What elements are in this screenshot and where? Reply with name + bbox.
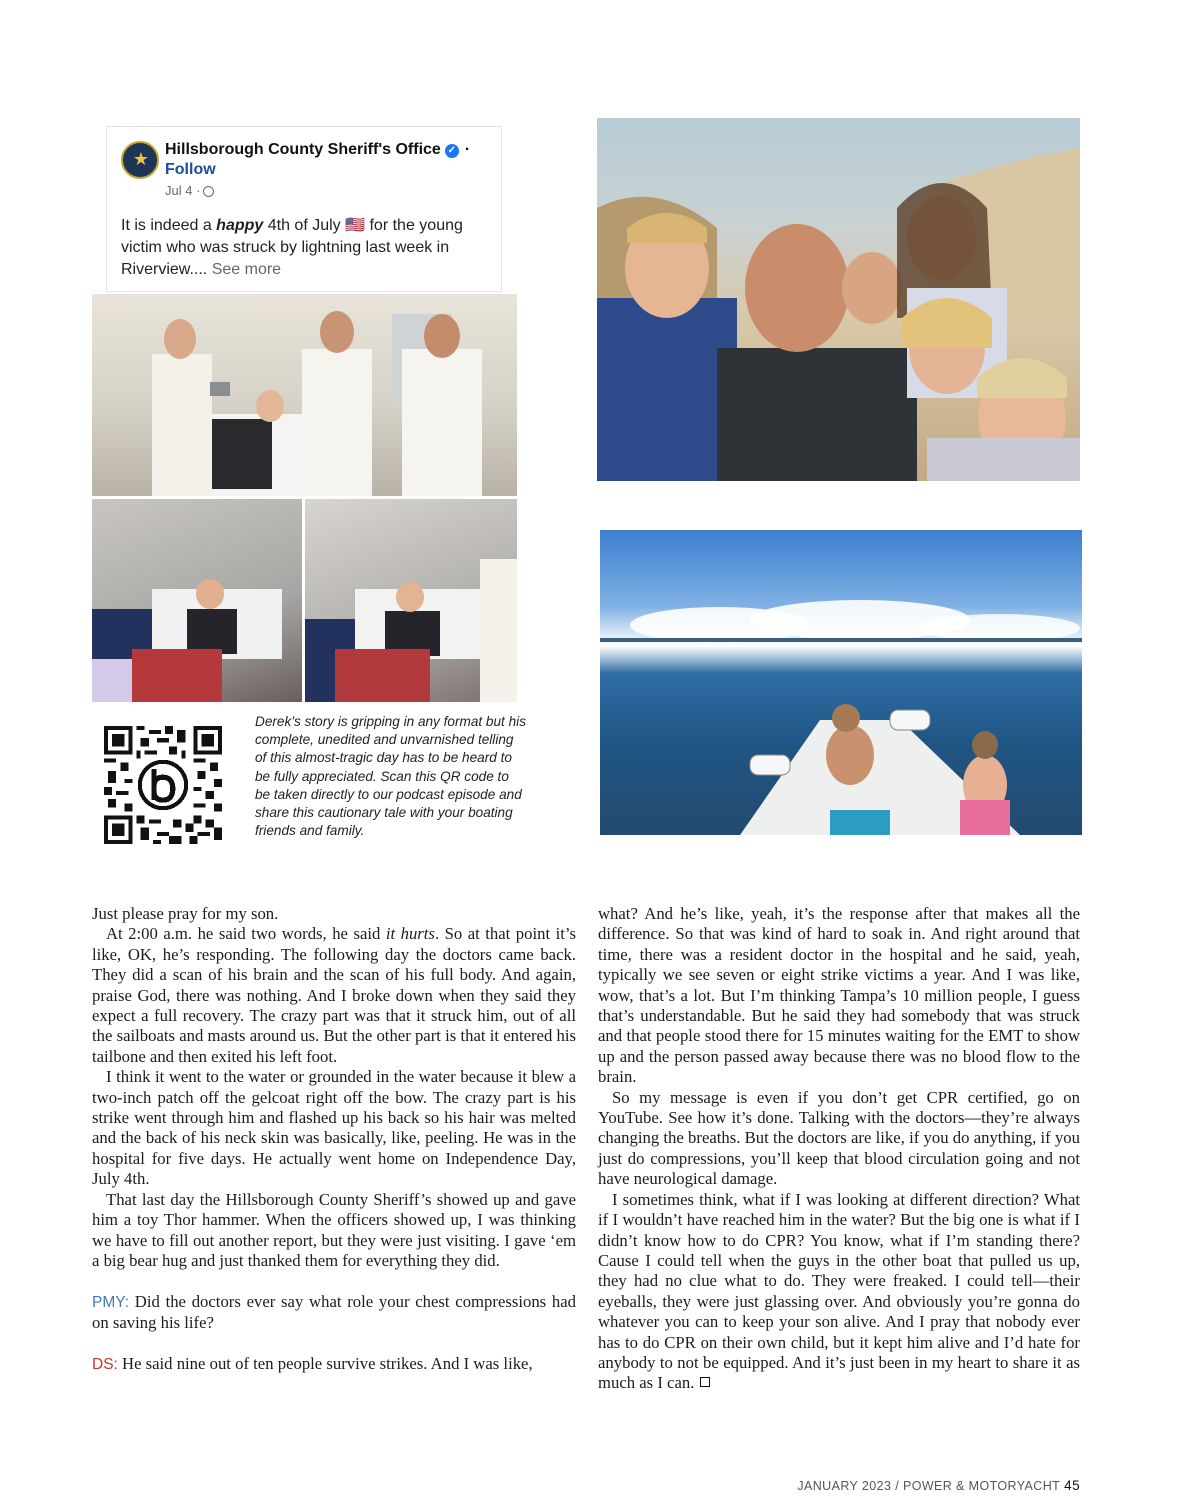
post-text-start: It is indeed a — [121, 217, 217, 234]
post-text — [121, 215, 491, 281]
paragraph-text: I sometimes think, what if I was looking at different direction? What if I wouldn’t have reached him in the water? But the big one is what if I didn’t know how to do CPR? You know, what if I’m standing there? Cause I could tell when the guys in the other boat that pulled us up, they had no clue what to do. They were freaked. I could tell—their eyeballs, they were just glassing over. And obviously you’re gonna do whatever you can to keep your son alive. And I pray that nobody ever has to do CPR on their own child, but it kept him alive and I’d hate for anybody to not be equipped. And it’s just been in my heart to share it as much as I can. — [598, 1189, 1080, 1393]
paragraph — [598, 1190, 1080, 1394]
post-text-end: 4th of July 🇺🇸 for the young victim who was struck by lightning last week in Riverview.... — [121, 217, 463, 278]
paragraph — [92, 924, 576, 1067]
paragraph-text: At 2:00 a.m. he said two words, he said — [106, 924, 386, 944]
paragraph: That last day the Hillsborough County Sheriff’s showed up and gave him a toy Thor hammer. When the officers showed up, I was thinking we have to fill out another report, but they were just visiting. I gave ‘em a big bear hug and just thanked them for everything they did. — [92, 1189, 576, 1270]
end-mark-icon — [700, 1377, 710, 1387]
answer-text: He said nine out of ten people survive strikes. And I was like, — [117, 1353, 533, 1373]
page-number: 45 — [1064, 1478, 1080, 1493]
pmy-question — [92, 1292, 576, 1334]
pmy-label: PMY: — [92, 1293, 130, 1311]
question-text: Did the doctors ever say what role your chest compressions had on saving his life? — [92, 1291, 576, 1333]
article-column-2 — [598, 904, 1080, 1394]
paragraph: Just please pray for my son. — [92, 904, 279, 923]
photo-officers-hospital — [92, 294, 517, 496]
verified-icon: ✓ — [445, 144, 459, 158]
issue-date: JANUARY 2023 — [797, 1479, 892, 1493]
photo-bed-2-illustration — [305, 499, 517, 702]
qr-code-icon — [104, 726, 222, 844]
article-column-1 — [92, 904, 576, 1375]
photo-bed-1-illustration — [92, 499, 302, 702]
photo-officers-illustration — [92, 294, 517, 496]
sheriff-badge-icon: ★ — [121, 141, 159, 179]
facebook-post-card — [106, 126, 502, 292]
podcast-qr-code[interactable] — [104, 726, 222, 844]
paragraph-text: . So at that point it’s like, OK, he’s responding. The following day the doctors came back. They did a scan of his brain and the scan of his full body. And again, praise God, there was nothing. And I broke down when they said they expect a full recovery. The crazy part was that it struck him, out of all the sailboats and masts around us. But the other part is that it entered his tailbone and then exited his left foot. — [92, 924, 577, 1066]
follow-button[interactable]: Follow — [165, 161, 216, 178]
photo-kids-on-boat-bow — [600, 530, 1082, 835]
photo-boy-in-bed-2 — [305, 499, 517, 702]
qr-caption: Derek’s story is gripping in any format but his complete, unedited and unvarnished telling of this almost-tragic day has to be heard to be fully appreciated. Scan this QR code to be taken directly to our podcast episode and share this cautionary tale with your boating friends and family. — [255, 714, 526, 839]
paragraph: what? And he’s like, yeah, it’s the response after that makes all the difference. So that was kind of hard to soak in. And right around that time, there was a resident doctor in the hospital and he said, yeah, typically we see seven or eight strike victims a year. And I was like, wow, that’s a lot. But I’m thinking Tampa’s 10 million people, I guess that’s understandable. But he said they had somebody that was struck and that people stood there for 15 minutes waiting for the EMT to show up and the person passed away because there was no blood flow to the brain. — [598, 904, 1080, 1087]
page-footer — [797, 1478, 1080, 1493]
photo-family-beach-selfie — [597, 118, 1080, 481]
account-name-row — [165, 141, 470, 159]
photo-boy-in-bed-1 — [92, 499, 302, 702]
post-date-row — [165, 183, 214, 198]
account-name[interactable]: Hillsborough County Sheriff's Office — [165, 141, 441, 158]
paragraph: So my message is even if you don’t get CPR certified, go on YouTube. See how it’s done. Talking with the doctors—they’re always changing the breaths. But the doctors are like, if you do anything, if you just do compressions, you’ll keep that blood circulation going and not have neurological damage. — [598, 1087, 1080, 1189]
name-separator: · — [464, 141, 471, 158]
footer-divider: / — [891, 1479, 903, 1493]
photo-family-illustration — [597, 118, 1080, 481]
magazine-name: POWER & MOTORYACHT — [902, 1479, 1061, 1493]
paragraph: I think it went to the water or grounded in the water because it blew a two-inch patch off the gelcoat right off the bow. The crazy part is his strike went through him and flashed up his back so his hair was melted and the back of his neck skin was basically, like, peeling. He was in the hospital for five days. He actually went home on Independence Day, July 4th. — [92, 1067, 576, 1189]
photo-boat-illustration — [600, 530, 1082, 835]
post-date[interactable]: Jul 4 · — [165, 183, 201, 198]
paragraph-emphasis: it hurts — [385, 924, 435, 944]
ds-label: DS: — [92, 1355, 118, 1373]
post-text-emphasis: happy — [216, 217, 264, 234]
globe-icon — [203, 186, 214, 197]
ds-answer — [92, 1354, 576, 1375]
see-more-link[interactable]: See more — [207, 261, 282, 278]
